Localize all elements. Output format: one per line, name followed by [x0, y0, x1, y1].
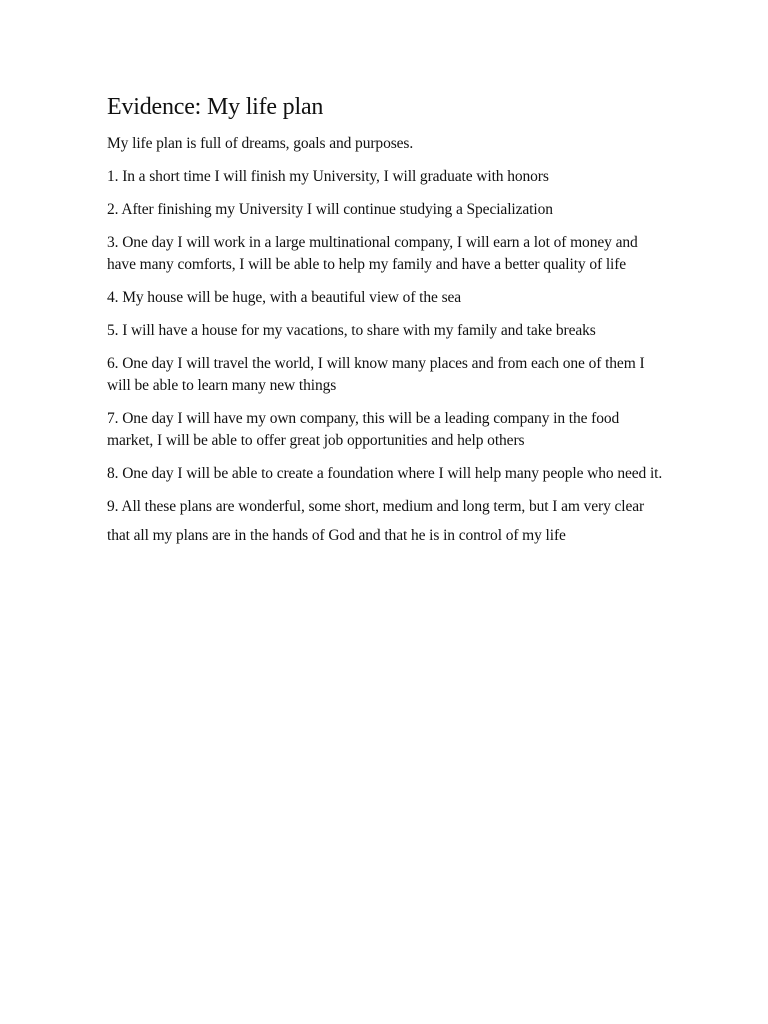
plan-item-3: 3. One day I will work in a large multinational company, I will earn a lot of money and have many comforts, I will be able to help my family and have a better quality of life — [107, 234, 638, 273]
intro-paragraph: My life plan is full of dreams, goals and purposes. — [107, 135, 414, 152]
plan-item-5: 5. I will have a house for my vacations, to share with my family and take breaks — [107, 322, 596, 339]
plan-item-8: 8. One day I will be able to create a foundation where I will help many people who need it. — [107, 465, 663, 482]
plan-item-9: 9. All these plans are wonderful, some short, medium and long term, but I am very clear that all my plans are in the hands of God and that he is in control of my life — [107, 498, 645, 544]
plan-item-6: 6. One day I will travel the world, I will know many places and from each one of them I will be able to learn many new things — [107, 355, 645, 394]
document-title: Evidence: My life plan — [107, 94, 324, 120]
plan-item-2: 2. After finishing my University I will continue studying a Specialization — [107, 201, 553, 218]
plan-item-1: 1. In a short time I will finish my University, I will graduate with honors — [107, 168, 549, 185]
document-body — [107, 92, 667, 561]
plan-item-7: 7. One day I will have my own company, this will be a leading company in the food market, I will be able to offer great job opportunities and help others — [107, 410, 620, 449]
plan-item-4: 4. My house will be huge, with a beautiful view of the sea — [107, 289, 462, 306]
